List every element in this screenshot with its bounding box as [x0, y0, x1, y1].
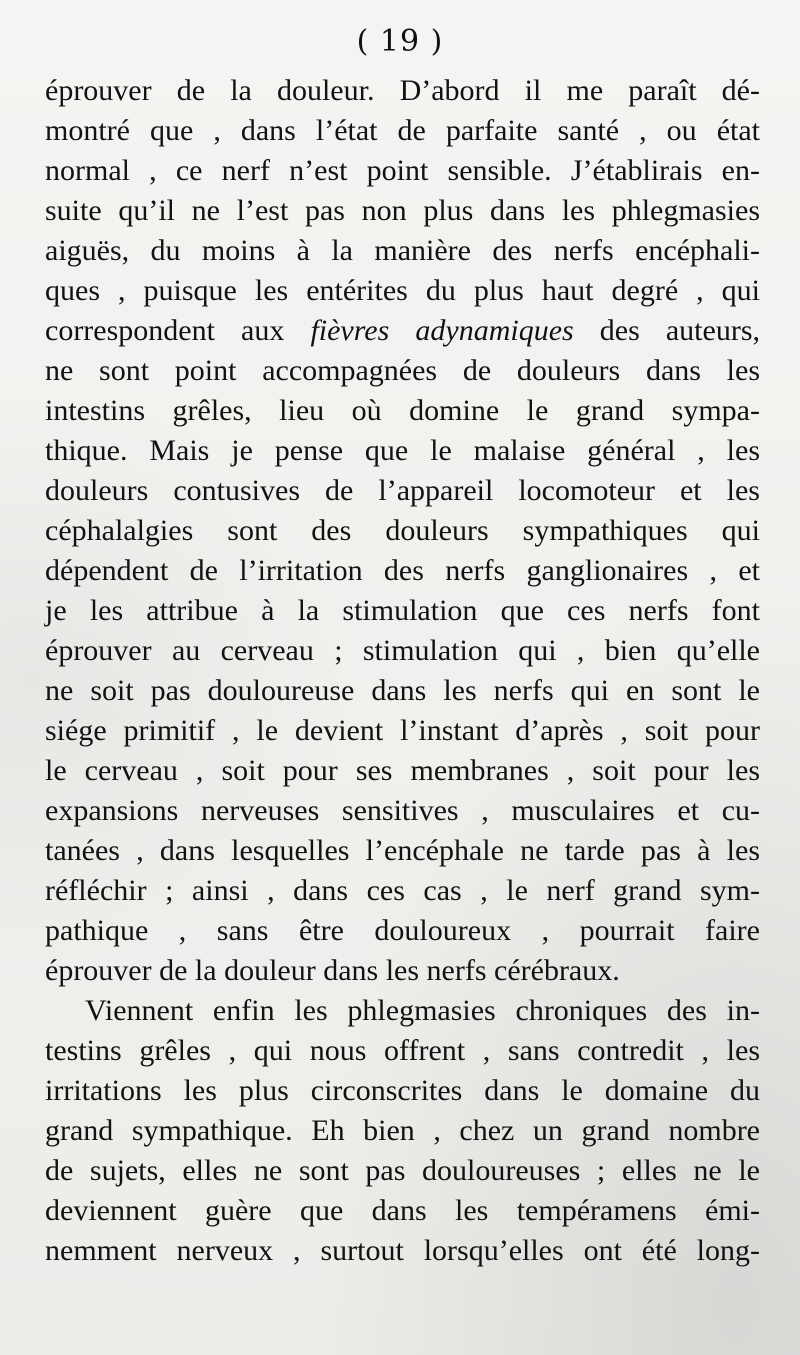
text-line: réfléchir ; ainsi , dans ces cas , le nerf grand sym- [45, 874, 760, 907]
text-line: ques , puisque les entérites du plus haut degré , qui [45, 274, 760, 307]
text-line: thique. Mais je pense que le malaise général , les [45, 434, 760, 467]
text-line: siége primitif , le devient l’instant d’après , soit pour [45, 714, 760, 747]
page-number: ( 19 ) [356, 24, 444, 59]
text-line-with-italic [45, 311, 760, 351]
text-line: grand sympathique. Eh bien , chez un grand nombre [45, 1114, 760, 1147]
text-line: de sujets, elles ne sont pas douloureuses ; elles ne le [45, 1154, 760, 1187]
text-line: le cerveau , soit pour ses membranes , soit pour les [45, 754, 760, 787]
text-line: nemment nerveux , surtout lorsqu’elles ont été long- [45, 1234, 760, 1267]
text-line: suite qu’il ne l’est pas non plus dans les phlegmasies [45, 194, 760, 227]
text-line: éprouver au cerveau ; stimulation qui , bien qu’elle [45, 634, 760, 667]
page-body-text [45, 71, 760, 1271]
text-line: expansions nerveuses sensitives , musculaires et cu- [45, 794, 760, 827]
text-fragment: correspondent aux [45, 314, 285, 347]
text-line: irritations les plus circonscrites dans le domaine du [45, 1074, 760, 1107]
text-line: douleurs contusives de l’appareil locomoteur et les [45, 474, 760, 507]
text-line: deviennent guère que dans les tempéramens émi- [45, 1194, 760, 1227]
text-line: intestins grêles, lieu où domine le grand sympa- [45, 394, 760, 427]
text-line: pathique , sans être douloureux , pourrait faire [45, 914, 760, 947]
text-line: montré que , dans l’état de parfaite santé , ou état [45, 114, 760, 147]
text-line: aiguës, du moins à la manière des nerfs encéphali- [45, 234, 760, 267]
text-line: céphalalgies sont des douleurs sympathiques qui [45, 514, 760, 547]
text-fragment: des auteurs, [599, 314, 760, 347]
text-line: ne sont point accompagnées de douleurs dans les [45, 354, 760, 387]
text-line: je les attribue à la stimulation que ces nerfs font [45, 594, 760, 627]
italic-phrase: fièvres adynamiques [310, 314, 574, 347]
paragraph-start-line: Viennent enfin les phlegmasies chroniques des in- [85, 994, 760, 1027]
text-line: éprouver de la douleur. D’abord il me paraît dé- [45, 74, 760, 107]
text-line: éprouver de la douleur dans les nerfs cérébraux. [45, 954, 620, 987]
text-line: tanées , dans lesquelles l’encéphale ne tarde pas à les [45, 834, 760, 867]
text-line: testins grêles , qui nous offrent , sans contredit , les [45, 1034, 760, 1067]
text-line: dépendent de l’irritation des nerfs ganglionaires , et [45, 554, 760, 587]
text-line: normal , ce nerf n’est point sensible. J’établirais en- [45, 154, 760, 187]
text-line: ne soit pas douloureuse dans les nerfs qui en sont le [45, 674, 760, 707]
